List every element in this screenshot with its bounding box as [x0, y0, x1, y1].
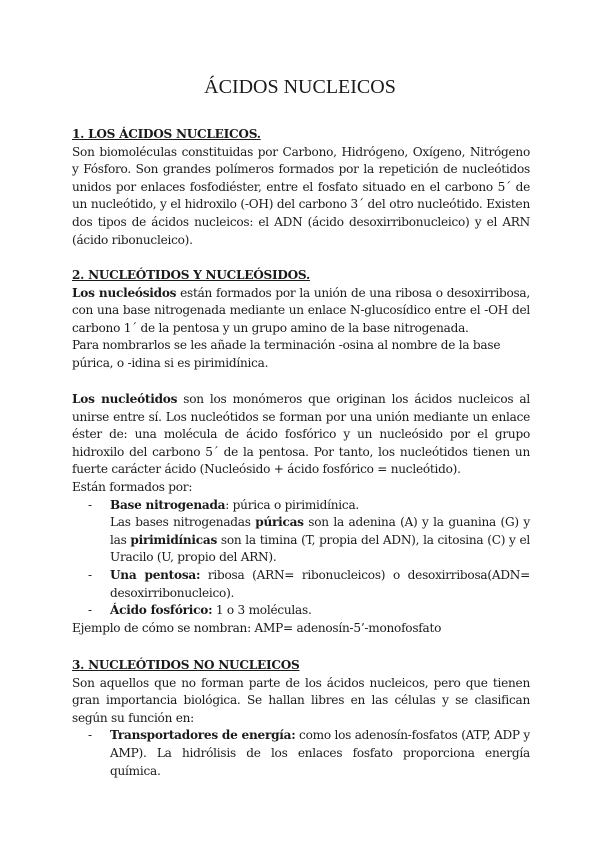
nucleotidos-text: son los monómeros que originan los ácidos nucleicos al unirse entre sí. Los nucleótidos se forman por una unión mediante un enlace éster de: una molécula de ácido fosfórico y un nucleósido por el grupo hidroxilo del carbono 5´ de la pentosa. Por tanto, los nucleótidos tienen un fuerte carácter ácido (Nucleósido + ácido fosfórico = nucleótido). [72, 392, 530, 477]
fosforico-text: 1 o 3 moléculas. [212, 603, 312, 618]
base-term: Base nitrogenada [110, 497, 226, 512]
nucleotidos-term: Los nucleótidos [72, 392, 178, 406]
pirimidinicas-term: pirimidínicas [130, 532, 218, 547]
dash-bullet: - [88, 603, 92, 618]
pentosa-text: ribosa (ARN= ribonucleicos) o desoxirribosa(ADN= desoxirribonucleico). [110, 567, 530, 600]
list-item-transportadores [72, 727, 530, 780]
section-2-nucleotidos [72, 391, 530, 637]
section-1-body: Son biomoléculas constituidas por Carbono, Hidrógeno, Oxígeno, Nitrógeno y Fósforo. Son grandes polímeros formados por la repetición de nucleótidos unidos por enlaces fosfodiéster, entre el fosfato situado en el carbono 5´ de un nucleótido, y el hidroxilo (-OH) del carbono 3´ del otro nucleótido. Existen dos tipos de ácidos nucleicos: el ADN (ácido desoxirribonucleico) y el ARN (ácido ribonucleico). [72, 144, 530, 247]
transportadores-text: como los adenosín-fosfatos (ATP, ADP y AMP). La hidrólisis de los enlaces fosfato proporciona energía química. [110, 728, 530, 778]
section-2 [72, 267, 530, 373]
base-text: : púrica o pirimidínica. [225, 497, 360, 512]
base-detail [110, 514, 530, 567]
nucleosidos-term: Los nucleósidos [72, 285, 177, 300]
section-2-heading: 2. NUCLEÓTIDOS Y NUCLEÓSIDOS. [72, 268, 310, 282]
fosforico-term: Ácido fosfórico: [110, 603, 213, 618]
puricas-term: púricas [255, 515, 304, 530]
components-list [72, 497, 530, 620]
page-title: ÁCIDOS NUCLEICOS [204, 76, 396, 98]
nucleosidos-paragraph [72, 285, 530, 338]
section-3-body: Son aquellos que no forman parte de los ácidos nucleicos, pero que tienen gran importancia biológica. Se hallan libres en las células y se clasifican según su función en: [72, 675, 530, 725]
base-detail-part: son la timina (T, propia del ADN), la citosina (C) y el Uracilo (U, propio del ARN). [110, 532, 531, 565]
transportadores-term: Transportadores de energía: [110, 728, 296, 743]
formed-by-label: Están formados por: [72, 479, 193, 494]
section-3 [72, 657, 530, 780]
example-line: Ejemplo de cómo se nombran: AMP= adenosín-5’-monofosfato [72, 620, 442, 635]
naming-paragraph: Para nombrarlos se les añade la terminación -osina al nombre de la base púrica, o -idina si es pirimidínica. [72, 338, 501, 370]
nucleotidos-paragraph [72, 391, 530, 479]
nucleosidos-text: están formados por la unión de una ribosa o desoxirribosa, con una base nitrogenada mediante un enlace N-glucosídico entre el -OH del carbono 1´ de la pentosa y un grupo amino de la base nitrogenada. [72, 285, 530, 335]
list-item-pentosa [72, 567, 530, 602]
base-detail-part: son la adenina (A) y la guanina (G) y las [110, 515, 530, 547]
base-detail-part: Las bases nitrogenadas [110, 515, 256, 530]
pentosa-term: Una pentosa: [110, 567, 201, 582]
dash-bullet: - [88, 567, 92, 582]
section-1-heading: 1. LOS ÁCIDOS NUCLEICOS. [72, 127, 261, 141]
list-item-base [72, 497, 530, 567]
dash-bullet: - [88, 728, 92, 743]
section-3-heading: 3. NUCLEÓTIDOS NO NUCLEICOS [72, 658, 300, 672]
dash-bullet: - [88, 497, 92, 512]
list-item-fosforico [72, 602, 530, 620]
functions-list [72, 727, 530, 780]
section-1 [72, 126, 530, 249]
